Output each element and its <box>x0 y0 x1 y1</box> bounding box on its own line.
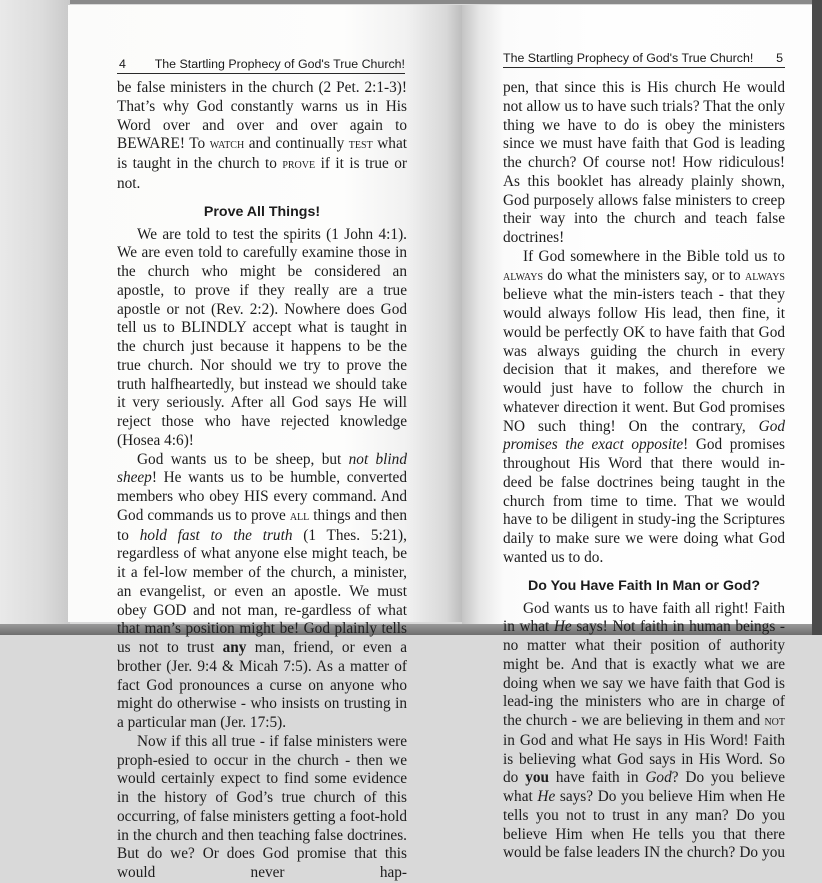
running-head: The Startling Prophecy of God's True Church! <box>503 51 754 65</box>
left-page <box>68 5 462 881</box>
paragraph: pen, that since this is His church He would not allow us to have such trials? That the only thing we have to do is obey the ministers since we must have faith that God is leading the church? Of course not! How ridiculous! As this booklet has already plainly shown, God purposely allows false ministers to creep their way into the church and teach false doctrines! <box>503 79 785 246</box>
running-head: The Startling Prophecy of God's True Church! <box>154 57 405 71</box>
paragraph: We are told to test the spirits (1 John 4:1). We are even told to carefully examine those in the church who might be considered an apostle, to prove if they really are a true apostle or not (Rev. 2:2). Nowhere does God tell us to BLINDLY accept what is taught in the church just because it happens to be the true church. Nor should we try to prove the truth halfheartedly, but instead we should take it very seriously. After all God says He will reject those who have rejected knowledge (Hosea 4:6)! <box>117 225 407 449</box>
right-page-header <box>503 50 785 68</box>
right-page-body <box>503 79 785 863</box>
left-page-body <box>117 79 407 883</box>
background-top-edge <box>0 0 822 4</box>
background-right-edge <box>812 0 822 635</box>
left-page-header <box>117 56 405 74</box>
paragraph: If God somewhere in the Bible told us to always do what the ministers say, or to always believe what the min-isters teach - that they would always follow His lead, then fine, it would be perfectly OK to have faith that God was always guiding the church in every decision that it makes, and therefore we would just have to follow the church in whatever direction it went. But God promises NO such thing! On the contrary, God promises the exact opposite! God promises throughout His Word that there would in-deed be false doctrines being taught in the church from time to time. That we would have to be diligent in study-ing the Scriptures daily to make sure we were doing what God wanted us to do. <box>503 247 785 566</box>
page-number: 5 <box>776 51 783 65</box>
right-page <box>462 5 812 862</box>
background-left <box>0 0 70 635</box>
section-heading: Prove All Things! <box>203 203 321 220</box>
paragraph: be false ministers in the church (2 Pet. 2:1-3)! That’s why God constantly warns us in His Word over and over and over again to BEWARE! To watch and continually test what is taught in the church to prove if it is true or not. <box>117 79 407 192</box>
paragraph: God wants us to be sheep, but not blind sheep! He wants us to be humble, converted members who obey HIS every command. And God commands us to prove all things and then to hold fast to the truth (1 Thes. 5:21), regardless of what anyone else might teach, be it a fel-low member of the church, a minister, an evangelist, or even an apostle. We must obey GOD and not man, re-gardless of what that man’s position might be! God plainly tells us not to trust any man, friend, or even a brother (Jer. 9:4 & Micah 7:5). As a matter of fact God pronounces a curse on anyone who might do otherwise - who insists on trusting in a particular man (Jer. 17:5). <box>117 450 407 731</box>
paragraph: God wants us to have faith all right! Faith in what He says! Not faith in human beings - no matter what their position of authority might be. And that is exactly what we are doing when we say we have faith that God is lead-ing the ministers who are in charge of the church - we are believing in them and not in God and what He says in His Word! Faith is believing what God says in His Word. So do you have faith in God? Do you believe what He says? Do you believe Him when He tells you not to trust in any man? Do you believe Him when He tells you that there would be false leaders IN the church? Do you <box>503 599 786 862</box>
page-number: 4 <box>119 57 126 71</box>
paragraph: Now if this all true - if false ministers were proph-esied to occur in the church - then we would certainly expect to find some evidence in the history of God’s true church of this occurring, of false ministers getting a foot-hold in the church and then teaching false doctrines. But do we? Or does God promise that this would never hap- <box>117 732 407 881</box>
section-heading: Do You Have Faith In Man or God? <box>527 577 760 594</box>
